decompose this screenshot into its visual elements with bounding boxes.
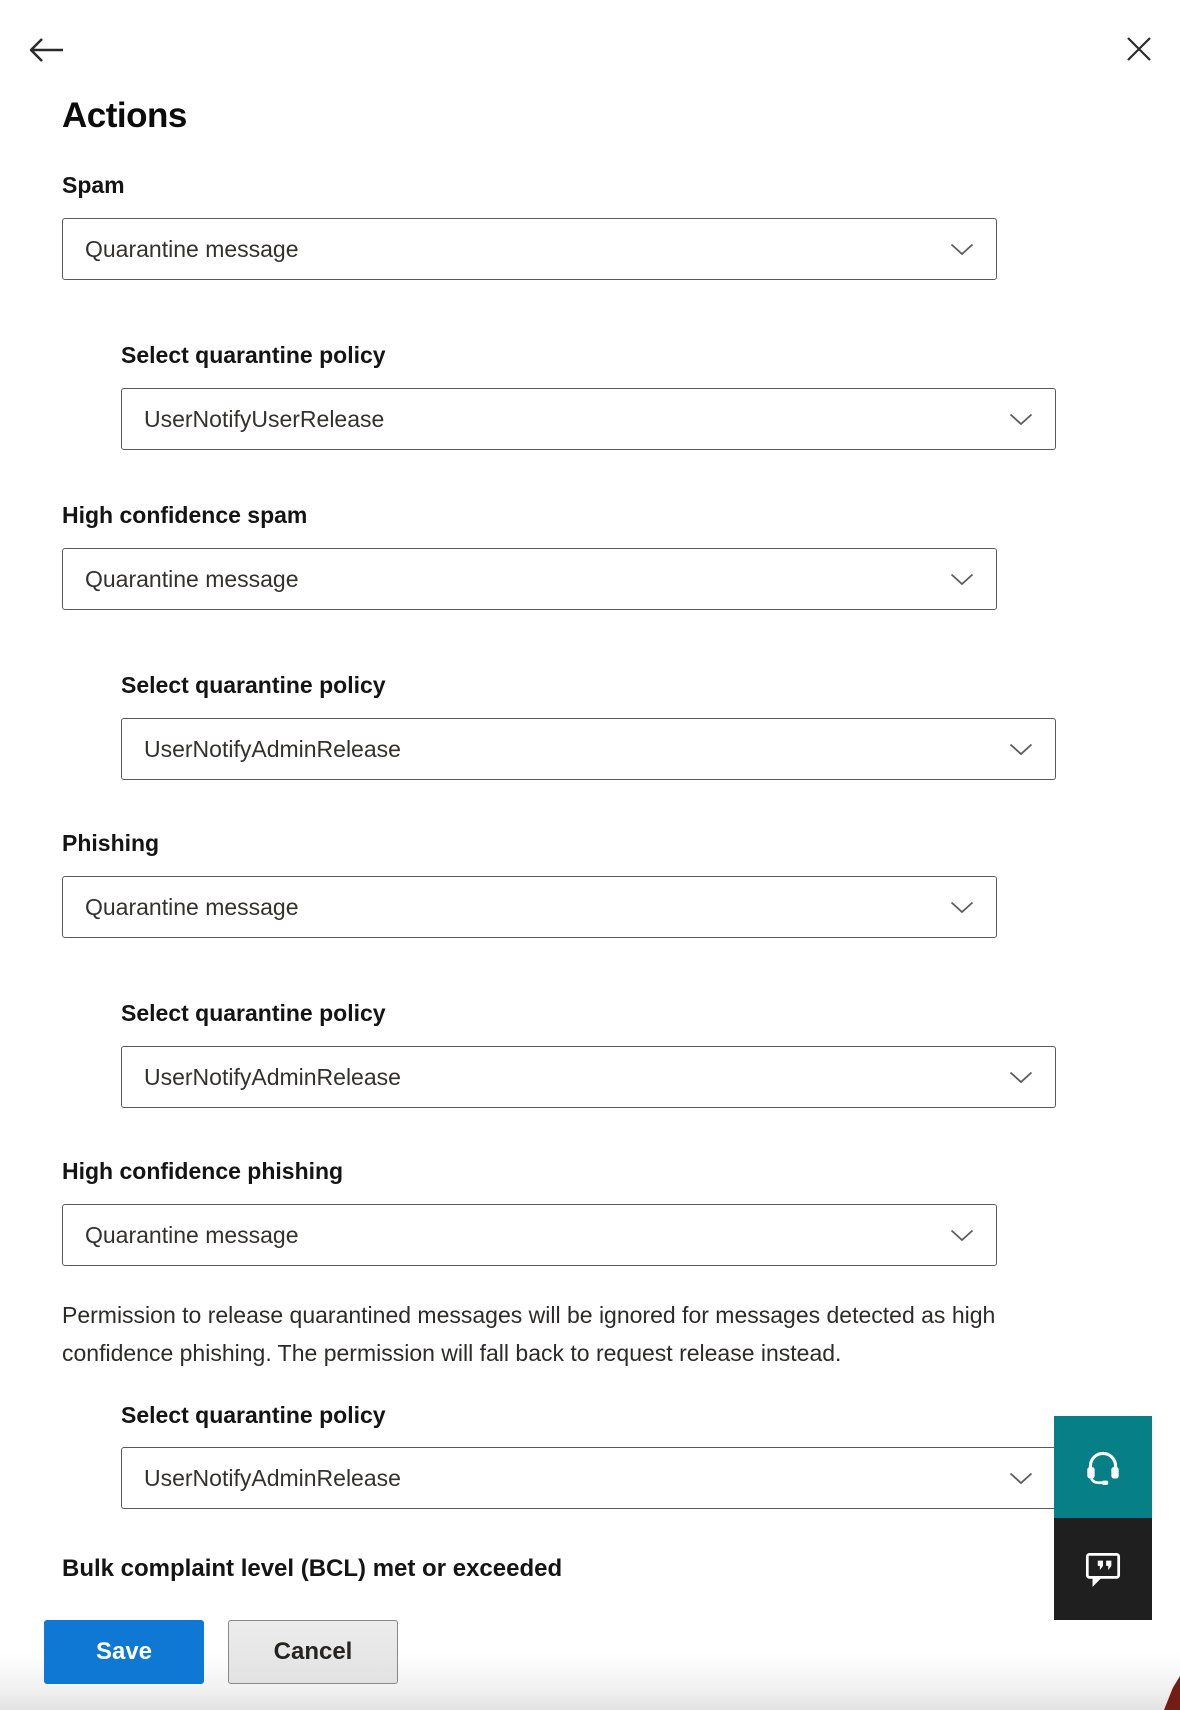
high-confidence-spam-action-dropdown[interactable] <box>62 548 997 610</box>
spam-action-value: Quarantine message <box>85 235 299 262</box>
chevron-down-icon <box>1009 1071 1033 1084</box>
high-confidence-phishing-action-dropdown[interactable] <box>62 1204 997 1266</box>
close-button[interactable] <box>1122 32 1156 66</box>
save-button[interactable]: Save <box>44 1620 204 1684</box>
close-icon <box>1124 52 1154 67</box>
spam-policy-label: Select quarantine policy <box>121 342 386 368</box>
spam-policy-value: UserNotifyUserRelease <box>144 405 385 432</box>
chevron-down-icon <box>950 243 974 256</box>
chevron-down-icon <box>950 573 974 586</box>
hcs-policy-value: UserNotifyAdminRelease <box>144 735 401 762</box>
feedback-widget-button[interactable] <box>1054 1518 1152 1620</box>
phishing-action-value: Quarantine message <box>85 893 299 920</box>
chat-bubble-icon <box>1080 1545 1126 1594</box>
spam-label: Spam <box>62 172 125 198</box>
back-arrow-icon <box>27 54 65 69</box>
hcp-policy-label: Select quarantine policy <box>121 1402 386 1428</box>
hcs-policy-dropdown[interactable] <box>121 718 1056 780</box>
chevron-down-icon <box>950 901 974 914</box>
headset-icon <box>1080 1443 1126 1492</box>
phishing-policy-dropdown[interactable] <box>121 1046 1056 1108</box>
hcp-policy-dropdown[interactable] <box>121 1447 1056 1509</box>
back-button[interactable] <box>24 30 68 70</box>
spam-action-dropdown[interactable] <box>62 218 997 280</box>
hcs-policy-label: Select quarantine policy <box>121 672 386 698</box>
hcp-policy-value: UserNotifyAdminRelease <box>144 1464 401 1491</box>
hcp-note: Permission to release quarantined messages will be ignored for messages detected as high confidence phishing. The permission will fall back to request release instead. <box>62 1302 996 1366</box>
chevron-down-icon <box>1009 743 1033 756</box>
bcl-section-label: Bulk complaint level (BCL) met or exceeded <box>62 1555 563 1581</box>
chevron-down-icon <box>950 1229 974 1242</box>
spam-policy-dropdown[interactable] <box>121 388 1056 450</box>
phishing-policy-label: Select quarantine policy <box>121 1000 386 1026</box>
hcp-action-value: Quarantine message <box>85 1221 299 1248</box>
phishing-policy-value: UserNotifyAdminRelease <box>144 1063 401 1090</box>
high-confidence-spam-label: High confidence spam <box>62 502 308 528</box>
cancel-button[interactable]: Cancel <box>228 1620 398 1684</box>
phishing-label: Phishing <box>62 830 160 856</box>
page-title: Actions <box>62 96 187 135</box>
chevron-down-icon <box>1009 413 1033 426</box>
hcs-action-value: Quarantine message <box>85 565 299 592</box>
chevron-down-icon <box>1009 1472 1033 1485</box>
phishing-action-dropdown[interactable] <box>62 876 997 938</box>
help-widget-button[interactable] <box>1054 1416 1152 1518</box>
high-confidence-phishing-label: High confidence phishing <box>62 1158 344 1184</box>
